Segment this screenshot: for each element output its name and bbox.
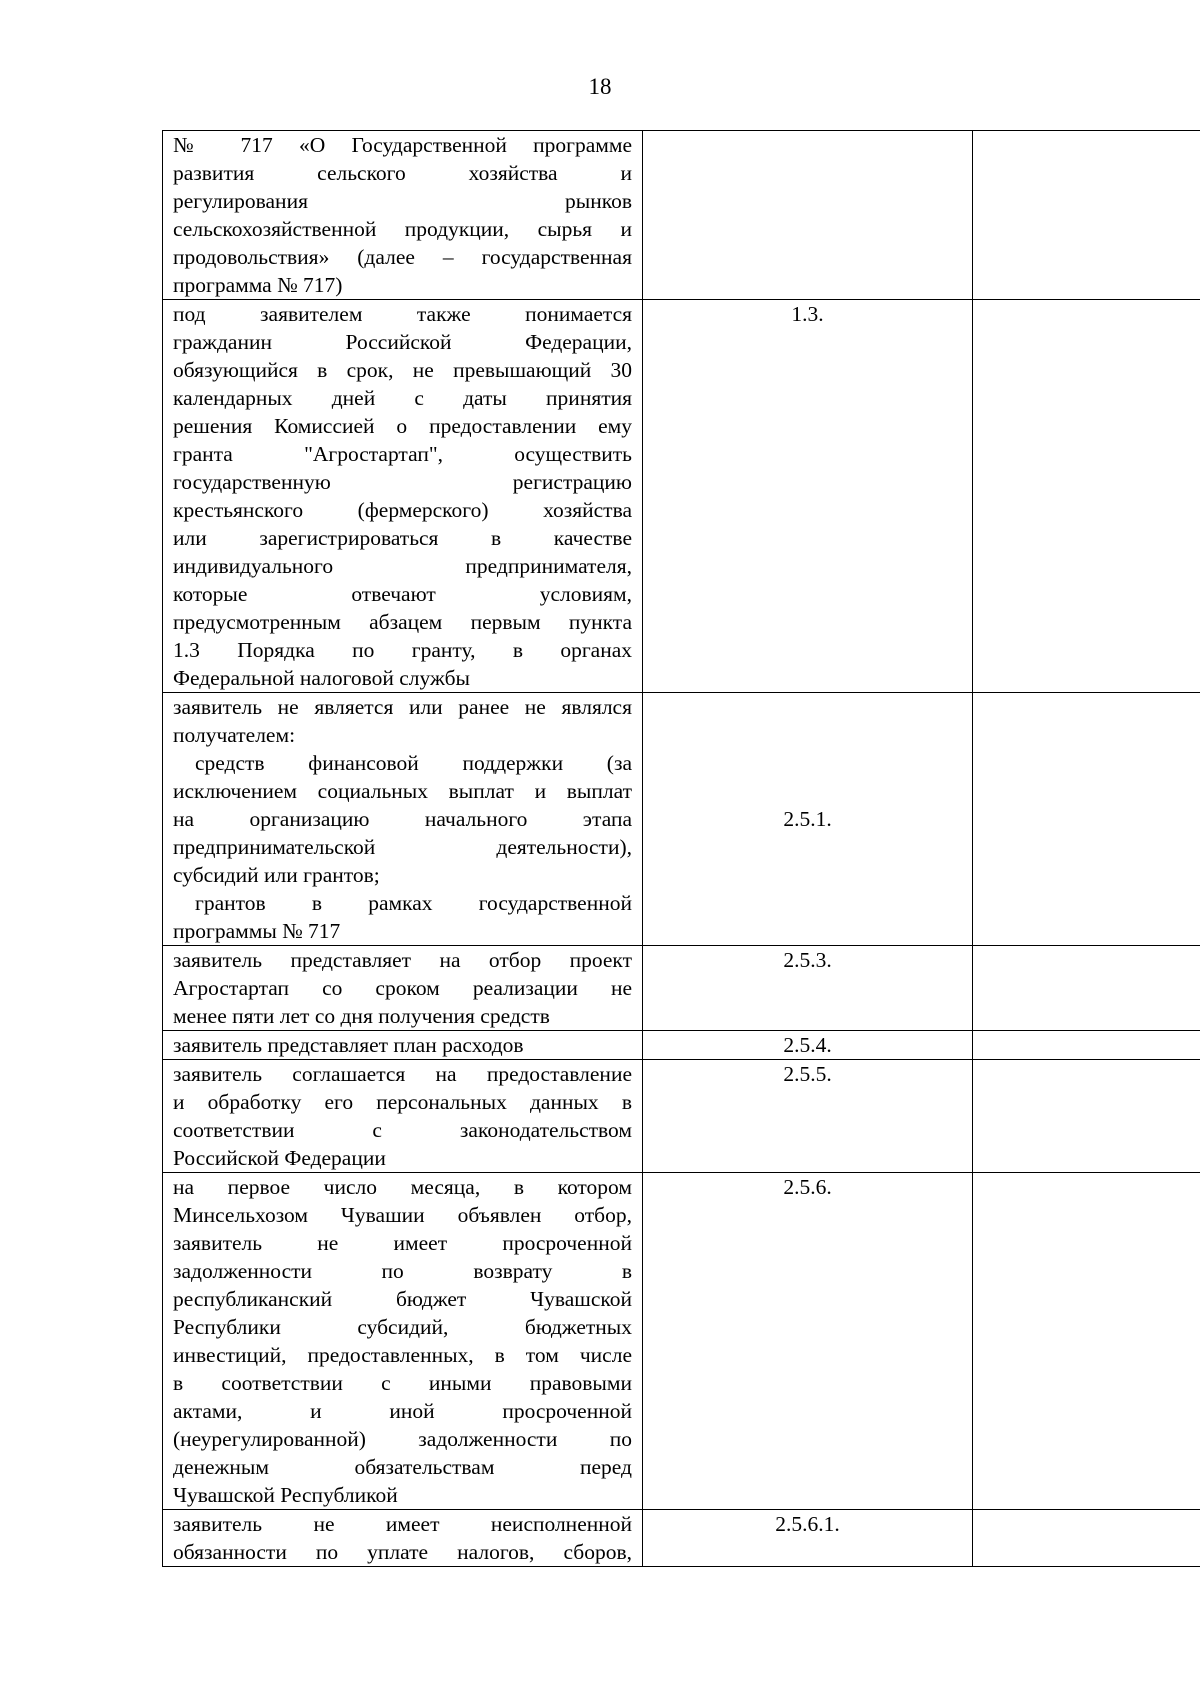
clause-reference-cell [643, 1510, 973, 1567]
requirement-text-line: 1.3 Порядка по гранту, в органах [173, 638, 632, 662]
requirement-text-line: инвестиций, предоставленных, в том числе [173, 1343, 632, 1367]
table-row [163, 1031, 1200, 1060]
requirement-text-line: актами, и иной просроченной [173, 1399, 632, 1423]
requirements-table-body [163, 131, 1200, 1567]
requirement-text-cell [163, 300, 643, 693]
requirement-text-line: гранта "Агростартап", осуществить [173, 442, 632, 466]
requirement-text-line: заявитель не имеет неисполненной [173, 1512, 632, 1536]
requirement-text-line: заявитель представляет план расходов [173, 1033, 524, 1057]
table-row [163, 1060, 1200, 1173]
requirement-text-line: заявитель не является или ранее не являлся [173, 695, 632, 719]
requirement-text-line: которые отвечают условиям, [173, 582, 632, 606]
requirement-text-line: менее пяти лет со дня получения средств [173, 1004, 550, 1028]
table-row [163, 131, 1200, 300]
requirement-text-line: заявитель не имеет просроченной [173, 1231, 632, 1255]
requirement-text-line: средств финансовой поддержки (за [195, 751, 632, 775]
requirement-text-line: получателем: [173, 723, 296, 747]
requirement-text-line: № 717 «О Государственной программе [173, 133, 632, 157]
requirement-text-line: предпринимательской деятельности), [173, 835, 632, 859]
requirement-text-line: Чувашской Республикой [173, 1483, 398, 1507]
empty-cell [973, 946, 1200, 1031]
requirement-text-line: и обработку его персональных данных в [173, 1090, 632, 1114]
requirement-text-cell [163, 693, 643, 946]
requirement-text-line: Агростартап со сроком реализации не [173, 976, 632, 1000]
table-row [163, 693, 1200, 946]
requirement-text-line: государственную регистрацию [173, 470, 632, 494]
requirement-text-cell [163, 1510, 643, 1567]
empty-cell [973, 131, 1200, 300]
empty-cell [973, 693, 1200, 946]
requirements-table [162, 130, 1200, 1567]
clause-reference-cell [643, 693, 973, 946]
requirement-text-line: задолженности по возврату в [173, 1259, 632, 1283]
clause-reference-cell [643, 1173, 973, 1510]
requirement-text-line: решения Комиссией о предоставлении ему [173, 414, 632, 438]
requirement-text-line: продовольствия» (далее – государственная [173, 245, 632, 269]
clause-reference-cell [643, 131, 973, 300]
requirement-text-line: субсидий или грантов; [173, 863, 380, 887]
clause-reference: 2.5.6.1. [775, 1512, 840, 1536]
requirement-text-line: исключением социальных выплат и выплат [173, 779, 632, 803]
clause-reference: 2.5.6. [783, 1175, 832, 1199]
clause-reference: 2.5.5. [783, 1062, 832, 1086]
table-row [163, 300, 1200, 693]
requirement-text-line: заявитель соглашается на предоставление [173, 1062, 632, 1086]
requirement-text-line: Республики субсидий, бюджетных [173, 1315, 632, 1339]
empty-cell [973, 1173, 1200, 1510]
requirement-text-cell [163, 1031, 643, 1060]
requirement-text-line: развития сельского хозяйства и [173, 161, 632, 185]
requirement-text-line: индивидуального предпринимателя, [173, 554, 632, 578]
requirement-text-line: гражданин Российской Федерации, [173, 330, 632, 354]
requirement-text-line: республиканский бюджет Чувашской [173, 1287, 632, 1311]
requirement-text-line: программы № 717 [173, 919, 341, 943]
requirement-text-cell [163, 131, 643, 300]
requirement-text-line: на организацию начального этапа [173, 807, 632, 831]
requirement-text-line: или зарегистрироваться в качестве [173, 526, 632, 550]
clause-reference-cell [643, 300, 973, 693]
requirement-text-line: обязующийся в срок, не превышающий 30 [173, 358, 632, 382]
requirement-text-line: грантов в рамках государственной [195, 891, 632, 915]
requirement-text-line: в соответствии с иными правовыми [173, 1371, 632, 1395]
requirement-text-line: крестьянского (фермерского) хозяйства [173, 498, 632, 522]
requirement-text-cell [163, 1060, 643, 1173]
empty-cell [973, 1510, 1200, 1567]
requirement-text-line: регулирования рынков [173, 189, 632, 213]
clause-reference: 2.5.1. [783, 807, 832, 831]
table-row [163, 946, 1200, 1031]
empty-cell [973, 1031, 1200, 1060]
table-row [163, 1173, 1200, 1510]
requirement-text-cell [163, 1173, 643, 1510]
clause-reference-cell [643, 1060, 973, 1173]
requirement-text-line: на первое число месяца, в котором [173, 1175, 632, 1199]
requirement-text-line: заявитель представляет на отбор проект [173, 948, 632, 972]
empty-cell [973, 300, 1200, 693]
clause-reference-cell [643, 946, 973, 1031]
requirement-text-line: (неурегулированной) задолженности по [173, 1427, 632, 1451]
requirement-text-line: программа № 717) [173, 273, 343, 297]
requirement-text-line: предусмотренным абзацем первым пункта [173, 610, 632, 634]
page-number: 18 [588, 74, 612, 99]
requirement-text-line: обязанности по уплате налогов, сборов, [173, 1540, 632, 1564]
requirement-text-cell [163, 946, 643, 1031]
requirement-text-line: Минсельхозом Чувашии объявлен отбор, [173, 1203, 632, 1227]
requirement-text-line: Российской Федерации [173, 1146, 386, 1170]
requirement-text-line: Федеральной налоговой службы [173, 666, 470, 690]
clause-reference-cell [643, 1031, 973, 1060]
requirement-text-line: денежным обязательствам перед [173, 1455, 632, 1479]
clause-reference: 2.5.3. [783, 948, 832, 972]
clause-reference: 2.5.4. [783, 1033, 832, 1057]
table-row [163, 1510, 1200, 1567]
requirement-text-line: сельскохозяйственной продукции, сырья и [173, 217, 632, 241]
requirement-text-line: под заявителем также понимается [173, 302, 632, 326]
clause-reference: 1.3. [791, 302, 824, 326]
requirement-text-line: соответствии с законодательством [173, 1118, 632, 1142]
requirement-text-line: календарных дней с даты принятия [173, 386, 632, 410]
empty-cell [973, 1060, 1200, 1173]
